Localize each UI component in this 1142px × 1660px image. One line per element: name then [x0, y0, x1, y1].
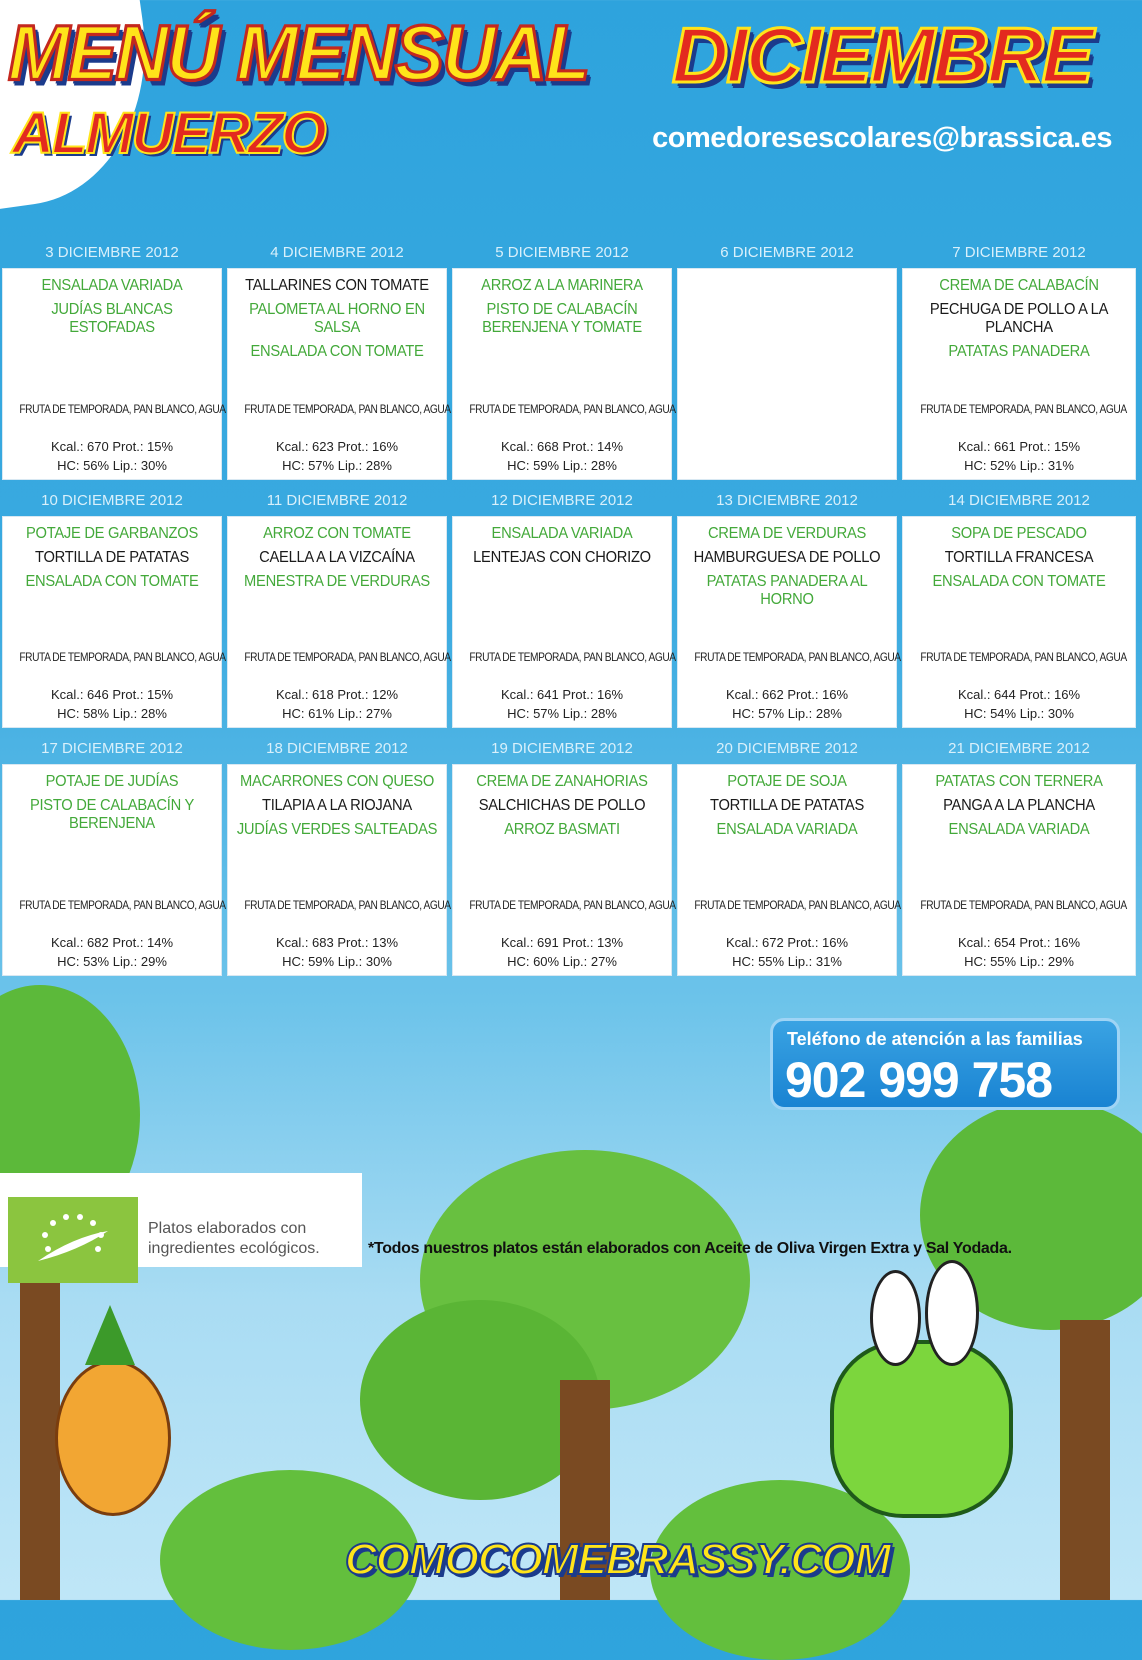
- dish-list: [678, 517, 896, 609]
- dish-item: MACARRONES CON QUESO: [239, 773, 435, 790]
- dish-item: PATATAS PANADERA: [948, 343, 1090, 360]
- frog-eye-right-icon: [925, 1260, 979, 1366]
- dish-list: [903, 517, 1135, 591]
- day-column: [900, 238, 1138, 486]
- day-date: 11 DICIEMBRE 2012: [266, 492, 408, 509]
- nutrition-hc-lip: HC: 56% Lip.: 30%: [57, 458, 167, 473]
- day-date: 17 DICIEMBRE 2012: [41, 740, 183, 757]
- day-date: 21 DICIEMBRE 2012: [948, 740, 1090, 757]
- nutrition-kcal-prot: Kcal.: 646 Prot.: 15%: [50, 687, 174, 702]
- dish-item: CREMA DE CALABACÍN: [939, 277, 1099, 294]
- day-column: [900, 486, 1138, 734]
- dish-list: [228, 517, 446, 591]
- phone-box[interactable]: [770, 1018, 1120, 1110]
- eco-text-line2: ingredientes ecológicos.: [148, 1240, 320, 1257]
- dish-extras: FRUTA DE TEMPORADA, PAN BLANCO, AGUA: [469, 402, 676, 416]
- dish-item: TORTILLA DE PATATAS: [34, 549, 189, 566]
- nutrition-kcal-prot: Kcal.: 654 Prot.: 16%: [957, 935, 1081, 950]
- dish-item: ENSALADA VARIADA: [491, 525, 633, 542]
- nutrition-info: [678, 685, 896, 723]
- day-menu-card: [902, 268, 1136, 480]
- dish-item: TORTILLA DE PATATAS: [709, 797, 864, 814]
- dish-extras: FRUTA DE TEMPORADA, PAN BLANCO, AGUA: [19, 898, 226, 912]
- day-menu-card: [452, 268, 676, 480]
- phone-label: Teléfono de atención a las familias: [787, 1029, 1083, 1049]
- nutrition-info: [3, 437, 221, 475]
- nutrition-hc-lip: HC: 52% Lip.: 31%: [964, 458, 1074, 473]
- menu-title: MENÚ MENSUAL: [8, 8, 589, 97]
- day-date: 12 DICIEMBRE 2012: [491, 492, 633, 509]
- contact-email[interactable]: comedoresescolares@brassica.es: [652, 122, 1112, 154]
- dish-item: TALLARINES CON TOMATE: [245, 277, 429, 294]
- day-column: [225, 734, 449, 982]
- dish-item: JUDÍAS VERDES SALTEADAS: [236, 821, 438, 838]
- day-menu-card: [227, 764, 451, 976]
- day-date: 3 DICIEMBRE 2012: [45, 244, 179, 261]
- day-column: [675, 734, 899, 982]
- eco-box: [0, 1173, 362, 1267]
- nutrition-info: [228, 933, 446, 971]
- dish-item: CREMA DE VERDURAS: [707, 525, 867, 542]
- dish-list: [678, 269, 896, 271]
- nutrition-hc-lip: HC: 57% Lip.: 28%: [282, 458, 392, 473]
- pineapple-leaves-icon: [85, 1305, 135, 1365]
- nutrition-hc-lip: HC: 57% Lip.: 28%: [507, 706, 617, 721]
- dish-item: SOPA DE PESCADO: [951, 525, 1087, 542]
- day-menu-card: [227, 516, 451, 728]
- dish-item: TORTILLA FRANCESA: [944, 549, 1094, 566]
- day-menu-card: [677, 516, 901, 728]
- nutrition-kcal-prot: Kcal.: 672 Prot.: 16%: [725, 935, 849, 950]
- dish-item: POTAJE DE SOJA: [727, 773, 847, 790]
- day-column: [225, 238, 449, 486]
- dish-extras: FRUTA DE TEMPORADA, PAN BLANCO, AGUA: [244, 650, 451, 664]
- nutrition-kcal-prot: Kcal.: 682 Prot.: 14%: [50, 935, 174, 950]
- dish-item: LENTEJAS CON CHORIZO: [473, 549, 651, 566]
- day-date: 10 DICIEMBRE 2012: [41, 492, 183, 509]
- nutrition-info: [228, 437, 446, 475]
- day-date: 6 DICIEMBRE 2012: [720, 244, 854, 261]
- dish-item: PISTO DE CALABACÍN Y BERENJENA: [29, 797, 195, 832]
- dish-list: [453, 765, 671, 839]
- dish-item: TILAPIA A LA RIOJANA: [262, 797, 412, 814]
- tree-right-trunk: [1060, 1320, 1110, 1600]
- dish-item: MENESTRA DE VERDURAS: [244, 573, 430, 590]
- day-column: [675, 238, 899, 486]
- day-column: [675, 486, 899, 734]
- pineapple-mascot-icon: [55, 1360, 171, 1516]
- day-date: 7 DICIEMBRE 2012: [952, 244, 1086, 261]
- nutrition-hc-lip: HC: 61% Lip.: 27%: [282, 706, 392, 721]
- dish-item: ENSALADA VARIADA: [41, 277, 183, 294]
- day-column: [450, 238, 674, 486]
- dish-extras: FRUTA DE TEMPORADA, PAN BLANCO, AGUA: [920, 650, 1127, 664]
- week-row: [0, 238, 1142, 486]
- day-date: 20 DICIEMBRE 2012: [716, 740, 858, 757]
- day-menu-card: [452, 516, 676, 728]
- dish-list: [453, 269, 671, 337]
- menu-month: DICIEMBRE: [672, 11, 1092, 99]
- dish-item: ARROZ BASMATI: [504, 821, 620, 838]
- day-column: [225, 486, 449, 734]
- day-menu-card: [227, 268, 451, 480]
- menu-meal: ALMUERZO: [12, 101, 325, 166]
- nutrition-kcal-prot: Kcal.: 662 Prot.: 16%: [725, 687, 849, 702]
- brand-website[interactable]: COMOCOMEBRASSY.COM: [345, 1535, 891, 1584]
- nutrition-info: [903, 685, 1135, 723]
- dish-item: CAELLA A LA VIZCAÍNA: [259, 549, 415, 566]
- nutrition-hc-lip: HC: 53% Lip.: 29%: [57, 954, 167, 969]
- nutrition-info: [678, 933, 896, 971]
- dish-list: [903, 765, 1135, 839]
- nutrition-hc-lip: HC: 55% Lip.: 31%: [732, 954, 842, 969]
- day-date: 13 DICIEMBRE 2012: [716, 492, 858, 509]
- phone-number[interactable]: 902 999 758: [785, 1052, 1053, 1108]
- week-row: [0, 486, 1142, 734]
- dish-item: POTAJE DE GARBANZOS: [26, 525, 198, 542]
- frog-eye-left-icon: [870, 1270, 921, 1366]
- day-date: 14 DICIEMBRE 2012: [948, 492, 1090, 509]
- dish-list: [3, 765, 221, 833]
- dish-extras: FRUTA DE TEMPORADA, PAN BLANCO, AGUA: [920, 402, 1127, 416]
- dish-extras: FRUTA DE TEMPORADA, PAN BLANCO, AGUA: [469, 898, 676, 912]
- dish-item: PANGA A LA PLANCHA: [943, 797, 1095, 814]
- day-menu-card: [677, 764, 901, 976]
- dish-extras: FRUTA DE TEMPORADA, PAN BLANCO, AGUA: [694, 650, 901, 664]
- eco-text-line1: Platos elaborados con: [148, 1220, 307, 1237]
- dish-item: PECHUGA DE POLLO A LA PLANCHA: [929, 301, 1109, 336]
- nutrition-hc-lip: HC: 58% Lip.: 28%: [57, 706, 167, 721]
- dish-item: JUDÍAS BLANCAS ESTOFADAS: [51, 301, 173, 336]
- eu-organic-leaf-icon: [8, 1197, 138, 1283]
- nutrition-info: [903, 933, 1135, 971]
- dish-list: [903, 269, 1135, 361]
- dish-list: [228, 269, 446, 361]
- day-menu-card: [902, 764, 1136, 976]
- dish-item: ARROZ A LA MARINERA: [481, 277, 643, 294]
- dish-item: CREMA DE ZANAHORIAS: [476, 773, 648, 790]
- dish-item: PATATAS PANADERA AL HORNO: [706, 573, 868, 608]
- day-column: [450, 486, 674, 734]
- week-row: [0, 734, 1142, 982]
- nutrition-info: [453, 685, 671, 723]
- dish-list: [678, 765, 896, 839]
- day-date: 19 DICIEMBRE 2012: [491, 740, 633, 757]
- dish-item: SALCHICHAS DE POLLO: [478, 797, 646, 814]
- day-date: 18 DICIEMBRE 2012: [266, 740, 408, 757]
- dish-extras: FRUTA DE TEMPORADA, PAN BLANCO, AGUA: [469, 650, 676, 664]
- day-menu-card: [902, 516, 1136, 728]
- nutrition-kcal-prot: Kcal.: 623 Prot.: 16%: [275, 439, 399, 454]
- eco-text: [148, 1219, 320, 1259]
- nutrition-hc-lip: HC: 57% Lip.: 28%: [732, 706, 842, 721]
- day-menu-card: [2, 764, 226, 976]
- nutrition-info: [903, 437, 1135, 475]
- dish-extras: FRUTA DE TEMPORADA, PAN BLANCO, AGUA: [244, 402, 451, 416]
- day-menu-card: [2, 516, 226, 728]
- nutrition-hc-lip: HC: 59% Lip.: 30%: [282, 954, 392, 969]
- day-column: [0, 734, 224, 982]
- dish-list: [453, 517, 671, 567]
- nutrition-kcal-prot: Kcal.: 691 Prot.: 13%: [500, 935, 624, 950]
- nutrition-hc-lip: HC: 59% Lip.: 28%: [507, 458, 617, 473]
- day-column: [0, 486, 224, 734]
- menu-calendar: [0, 238, 1142, 982]
- nutrition-info: [453, 437, 671, 475]
- dish-item: ARROZ CON TOMATE: [263, 525, 411, 542]
- dish-list: [228, 765, 446, 839]
- day-date: 5 DICIEMBRE 2012: [495, 244, 629, 261]
- dish-item: HAMBURGUESA DE POLLO: [693, 549, 881, 566]
- day-date: 4 DICIEMBRE 2012: [270, 244, 404, 261]
- day-menu-card: [2, 268, 226, 480]
- dish-extras: FRUTA DE TEMPORADA, PAN BLANCO, AGUA: [19, 650, 226, 664]
- nutrition-hc-lip: HC: 55% Lip.: 29%: [964, 954, 1074, 969]
- day-menu-card: [452, 764, 676, 976]
- day-menu-card: [677, 268, 897, 480]
- oil-salt-note: *Todos nuestros platos están elaborados con Aceite de Oliva Virgen Extra y Sal Yodada.: [368, 1240, 1012, 1257]
- dish-item: ENSALADA VARIADA: [716, 821, 858, 838]
- dish-list: [3, 269, 221, 337]
- dish-item: ENSALADA CON TOMATE: [250, 343, 424, 360]
- dish-extras: FRUTA DE TEMPORADA, PAN BLANCO, AGUA: [694, 898, 901, 912]
- day-column: [0, 238, 224, 486]
- nutrition-kcal-prot: Kcal.: 670 Prot.: 15%: [50, 439, 174, 454]
- dish-item: POTAJE DE JUDÍAS: [45, 773, 179, 790]
- day-column: [450, 734, 674, 982]
- dish-extras: FRUTA DE TEMPORADA, PAN BLANCO, AGUA: [920, 898, 1127, 912]
- nutrition-kcal-prot: Kcal.: 618 Prot.: 12%: [275, 687, 399, 702]
- nutrition-info: [3, 933, 221, 971]
- dish-item: ENSALADA VARIADA: [948, 821, 1090, 838]
- dish-item: PISTO DE CALABACÍN BERENJENA Y TOMATE: [482, 301, 642, 336]
- dish-item: ENSALADA CON TOMATE: [932, 573, 1106, 590]
- nutrition-info: [3, 685, 221, 723]
- dish-list: [3, 517, 221, 591]
- dish-extras: FRUTA DE TEMPORADA, PAN BLANCO, AGUA: [19, 402, 226, 416]
- nutrition-info: [228, 685, 446, 723]
- nutrition-kcal-prot: Kcal.: 683 Prot.: 13%: [275, 935, 399, 950]
- dish-item: PALOMETA AL HORNO EN SALSA: [249, 301, 425, 336]
- nutrition-kcal-prot: Kcal.: 641 Prot.: 16%: [500, 687, 624, 702]
- day-column: [900, 734, 1138, 982]
- frog-mascot-icon: [830, 1340, 1013, 1518]
- nutrition-info: [453, 933, 671, 971]
- nutrition-hc-lip: HC: 60% Lip.: 27%: [507, 954, 617, 969]
- nutrition-hc-lip: HC: 54% Lip.: 30%: [964, 706, 1074, 721]
- nutrition-kcal-prot: Kcal.: 661 Prot.: 15%: [957, 439, 1081, 454]
- nutrition-kcal-prot: Kcal.: 668 Prot.: 14%: [500, 439, 624, 454]
- dish-extras: FRUTA DE TEMPORADA, PAN BLANCO, AGUA: [244, 898, 451, 912]
- dish-item: ENSALADA CON TOMATE: [25, 573, 199, 590]
- nutrition-kcal-prot: Kcal.: 644 Prot.: 16%: [957, 687, 1081, 702]
- dish-item: PATATAS CON TERNERA: [935, 773, 1103, 790]
